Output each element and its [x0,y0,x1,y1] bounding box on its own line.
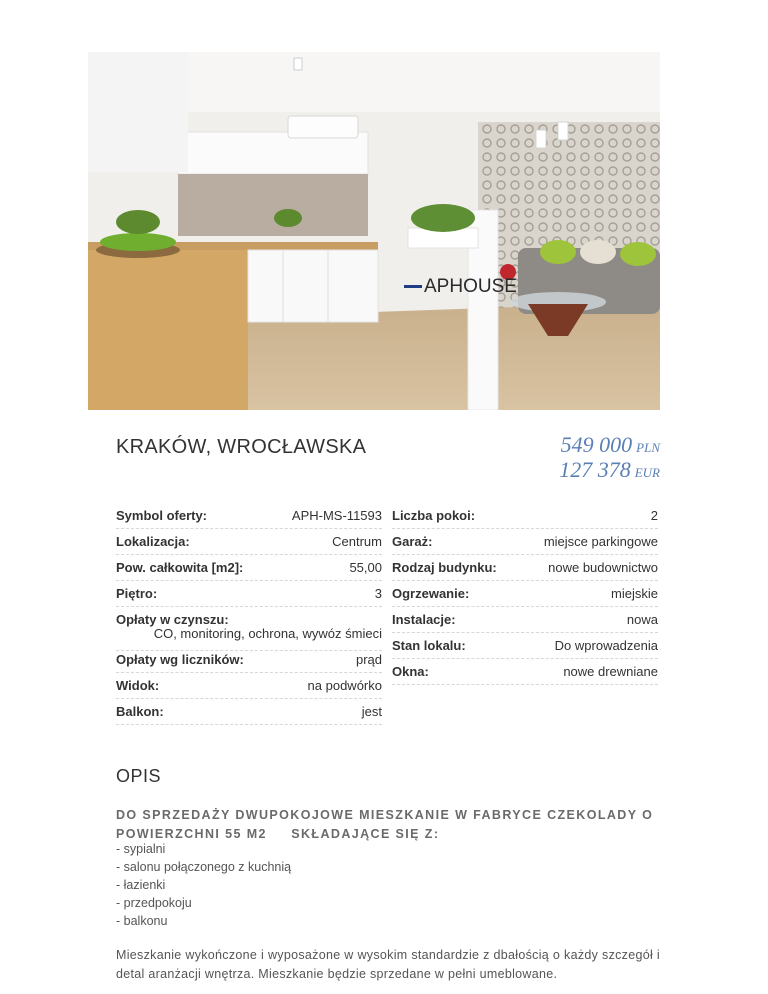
price-eur-currency: EUR [634,465,660,480]
detail-row-floor [116,580,382,607]
detail-label: Garaż: [392,534,433,549]
listing-photo [88,52,660,410]
detail-row-balcony [116,698,382,725]
detail-label: Liczba pokoi: [392,508,476,523]
detail-value: miejsce parkingowe [543,534,658,549]
description-heading: DO SPRZEDAŻY DWUPOKOJOWE MIESZKANIE W FABRYCE CZEKOLADY O POWIERZCHNI 55 M2 SKŁADAJĄCE SIĘ Z: [116,808,659,841]
detail-row-building-type [392,554,658,581]
detail-value: 55,00 [349,560,382,575]
detail-value: Do wprowadzenia [554,638,658,653]
detail-row-symbol [116,502,382,529]
detail-value: Centrum [332,534,382,549]
detail-row-installations [392,606,658,633]
list-item: - łazienki [116,878,166,892]
detail-value: 2 [650,508,658,523]
aphouse-watermark-logo [404,276,517,298]
detail-row-view [116,672,382,699]
description-paragraph: Mieszkanie wykończone i wyposażone w wysokim standardzie z dbałością o każdy szczegół i detal aranżacji wnętrza. Mieszkanie będzie sprzedane w pełni umeblowane. [116,948,660,981]
detail-row-windows [392,658,658,685]
detail-value: APH-MS-11593 [291,508,382,523]
list-item: - sypialni [116,842,166,856]
detail-label: Pow. całkowita [m2]: [116,560,244,575]
logo-bar-icon [404,285,422,288]
detail-label: Widok: [116,678,160,693]
detail-label: Rodzaj budynku: [392,560,497,575]
list-item: - balkonu [116,914,168,928]
detail-label: Lokalizacja: [116,534,190,549]
price-pln-currency: PLN [636,440,660,455]
detail-value: nowa [626,612,658,627]
detail-value: nowe budownictwo [548,560,658,575]
detail-row-heating [392,580,658,607]
detail-row-rent-fees [116,606,382,651]
price-eur [559,459,660,484]
detail-label: Opłaty w czynszu: [116,612,229,627]
detail-value: 3 [374,586,382,601]
detail-label: Piętro: [116,586,158,601]
detail-value: na podwórko [307,678,382,693]
price-pln-value: 549 000 [560,432,633,457]
detail-row-garage [392,528,658,555]
detail-value: CO, monitoring, ochrona, wywóz śmieci [153,626,382,641]
detail-row-meter-fees [116,646,382,673]
price-eur-value: 127 378 [559,457,631,482]
detail-value: jest [361,704,382,719]
section-title-description: OPIS [116,766,162,786]
price-pln [559,434,660,459]
detail-row-area [116,554,382,581]
kitchen-living-room-image [88,52,660,410]
detail-value: nowe drewniane [563,664,658,679]
detail-row-location [116,528,382,555]
detail-label: Ogrzewanie: [392,586,470,601]
detail-label: Instalacje: [392,612,456,627]
detail-value: miejskie [611,586,658,601]
list-item: - salonu połączonego z kuchnią [116,860,292,874]
detail-label: Stan lokalu: [392,638,466,653]
detail-row-condition [392,632,658,659]
detail-value: prąd [355,652,382,667]
detail-label: Opłaty wg liczników: [116,652,244,667]
watermark-text: APHOUSE [424,276,517,297]
price-block [559,434,660,484]
list-item: - przedpokoju [116,896,192,910]
detail-label: Okna: [392,664,429,679]
listing-title: KRAKÓW, WROCŁAWSKA [116,436,367,458]
detail-label: Balkon: [116,704,164,719]
detail-row-rooms [392,502,658,529]
detail-label: Symbol oferty: [116,508,208,523]
room-list [116,840,291,930]
